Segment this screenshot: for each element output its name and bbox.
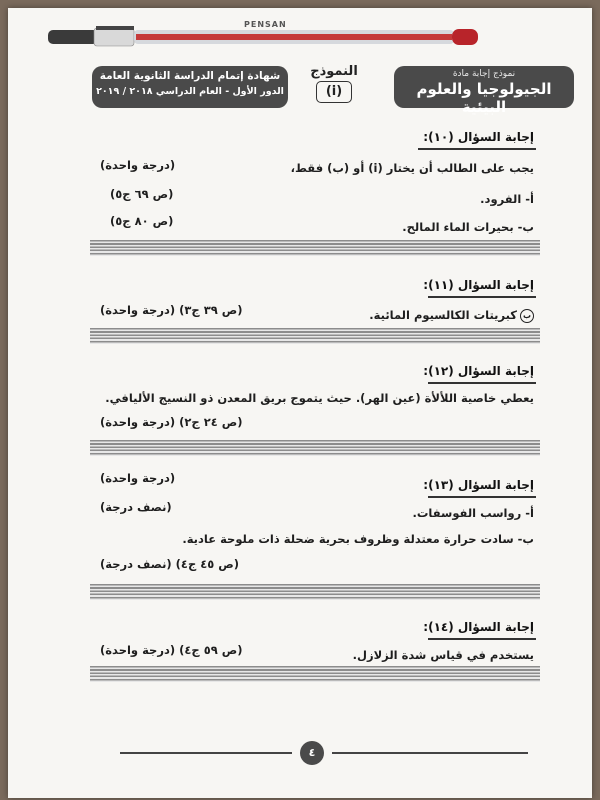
exam-header: [92, 66, 288, 108]
answer-text: كبريتات الكالسيوم المائية.: [369, 308, 517, 322]
title-underline: [428, 638, 536, 640]
footer-rule-left: [120, 752, 292, 754]
answer-line: أ- الفرود.: [480, 192, 534, 206]
title-underline: [428, 496, 536, 498]
page-number: ٤: [300, 741, 324, 765]
question-title: إجابة السؤال (١٢):: [423, 364, 534, 378]
model-label: النموذج: [310, 64, 358, 79]
grade-note: (ص ٣٩ ج٣) (درجة واحدة): [100, 303, 243, 317]
exam-answer-sheet: [8, 8, 592, 798]
question-title: إجابة السؤال (١٠):: [423, 130, 534, 144]
exam-session: الدور الأول - العام الدراسي ٢٠١٨ / ٢٠١٩: [96, 86, 284, 97]
answer-line: يجب على الطالب أن يختار (i) أو (ب) فقط،: [290, 161, 534, 175]
grade-note: (درجة واحدة): [100, 158, 176, 172]
grade-note: (ص ٥٩ ج٤) (درجة واحدة): [100, 643, 243, 657]
grade-note: (نصف درجة): [100, 500, 172, 514]
subject-header: [394, 66, 574, 116]
exam-title: شهادة إتمام الدراسة الثانوية العامة: [99, 70, 281, 82]
answer-line: ب- سادت حرارة معتدلة وظروف بحرية ضحلة ذات ملوحة عادية.: [182, 532, 534, 546]
answer-line: [369, 308, 534, 323]
answer-line: أ- رواسب الفوسفات.: [412, 506, 534, 520]
title-underline: [428, 382, 536, 384]
grade-note: (درجة واحدة): [100, 471, 176, 485]
answer-line: ب- بحيرات الماء المالح.: [402, 220, 534, 234]
pen-brand: PENSAN: [244, 20, 287, 29]
footer-rule-right: [332, 752, 528, 754]
question-title: إجابة السؤال (١٣):: [423, 478, 534, 492]
grade-note: (ص ٤٥ ج٤) (نصف درجة): [100, 557, 240, 571]
model-indicator: [302, 64, 366, 103]
question-title: إجابة السؤال (١٤):: [423, 620, 534, 634]
separator-band: [90, 328, 540, 344]
separator-band: [90, 240, 540, 256]
title-underline: [418, 148, 536, 150]
page-ref-note: (ص ٨٠ ج٥): [110, 214, 174, 228]
choice-circle: ب: [520, 309, 534, 323]
page-ref-note: (ص ٦٩ ج٥): [110, 187, 174, 201]
answer-line: يستخدم في قياس شدة الزلازل.: [352, 648, 534, 662]
separator-band: [90, 666, 540, 682]
separator-band: [90, 584, 540, 600]
subject-title: الجيولوجيا والعلوم البيئية: [416, 80, 552, 116]
grade-note: (ص ٢٤ ج٢) (درجة واحدة): [100, 415, 243, 429]
subject-caption: نموذج إجابة مادة: [452, 69, 516, 79]
separator-band: [90, 440, 540, 456]
title-underline: [428, 296, 536, 298]
answer-line: يعطي خاصية اللألأة (عين الهر). حيث يتموج بريق المعدن ذو النسيج الأليافي.: [105, 391, 534, 405]
question-title: إجابة السؤال (١١):: [423, 278, 534, 292]
model-key: (i): [316, 81, 352, 103]
